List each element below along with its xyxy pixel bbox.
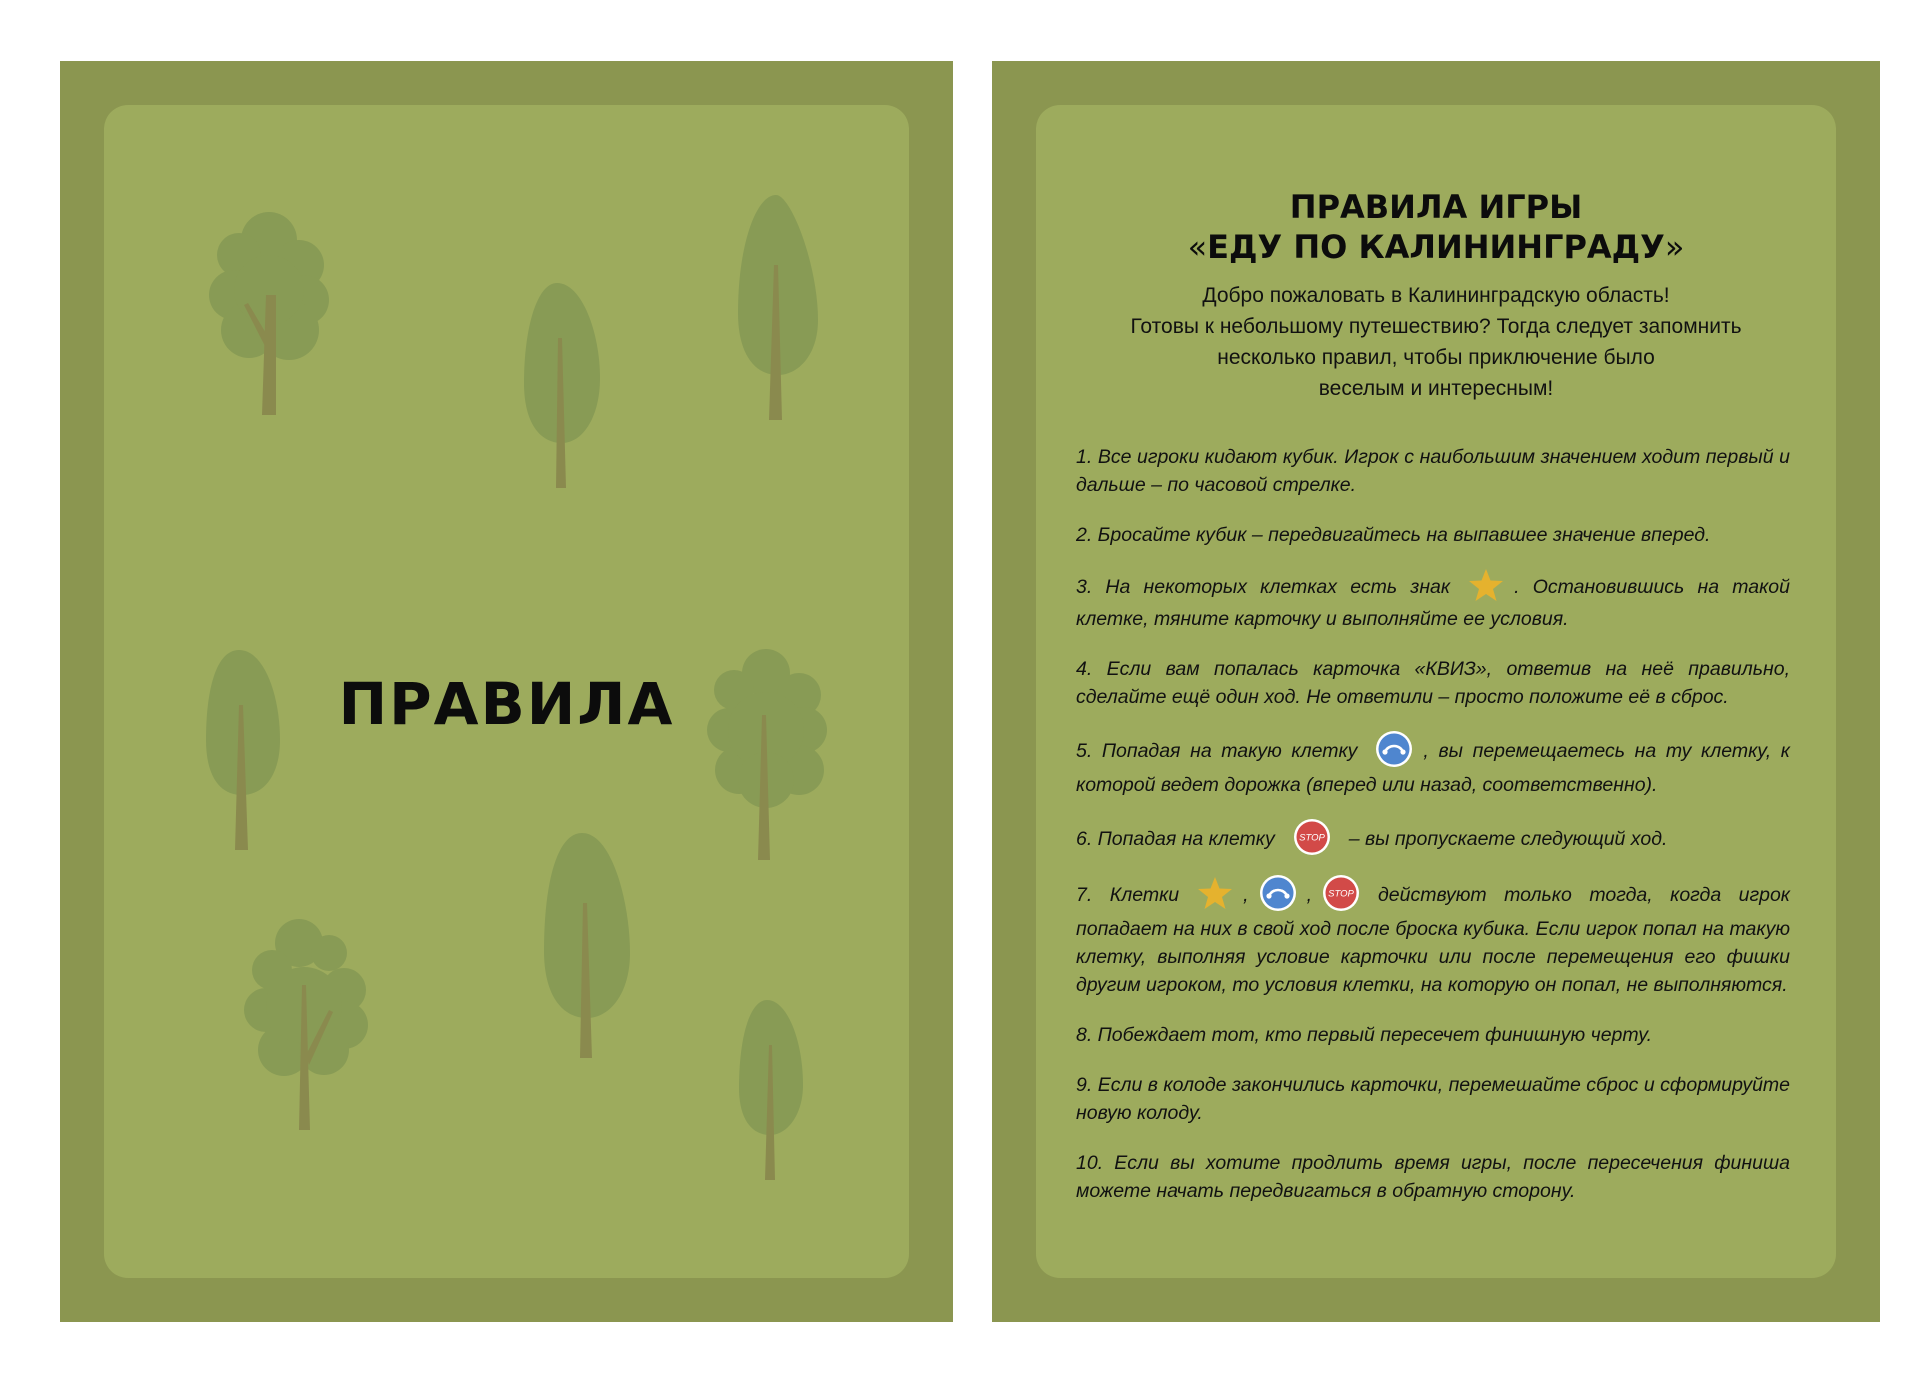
rule-6 — [1076, 821, 1790, 859]
rule-3 — [1076, 571, 1790, 633]
comma: , — [1243, 884, 1249, 907]
tree-bushy-icon — [244, 915, 369, 1130]
rules-card-inner — [1036, 105, 1836, 1278]
rules-title-line1: ПРАВИЛА ИГРЫ — [1289, 188, 1583, 226]
rules-title — [1036, 187, 1836, 267]
cover-title: ПРАВИЛА — [338, 670, 675, 738]
rule-3-text-after: . Остановившись на такой клетке, тяните карточку и выполняйте ее условия. — [1076, 576, 1790, 630]
stop-icon — [1293, 818, 1331, 856]
rules-card — [992, 61, 1880, 1322]
tree-bushy-icon — [204, 200, 334, 415]
intro-text — [1056, 280, 1816, 404]
intro-line: несколько правил, чтобы приключение было — [1217, 346, 1655, 369]
intro-line: Готовы к небольшому путешествию? Тогда следует запомнить — [1130, 315, 1742, 338]
rule-2: 2. Бросайте кубик – передвигайтесь на выпавшее значение вперед. — [1076, 524, 1711, 546]
rule-5-text-before: 5. Попадая на такую клетку — [1076, 740, 1358, 763]
rules-list — [1076, 443, 1790, 1227]
cover-card — [60, 61, 953, 1322]
intro-line: Добро пожаловать в Калининградскую область! — [1202, 284, 1670, 307]
rule-5 — [1076, 733, 1790, 799]
star-icon — [1197, 876, 1233, 910]
cover-card-inner — [104, 105, 909, 1278]
rule-7 — [1076, 877, 1790, 999]
quote-open: « — [1187, 228, 1208, 266]
comma: , — [1306, 884, 1312, 907]
rule-3-text-before: 3. На некоторых клетках есть знак — [1076, 576, 1451, 599]
star-icon — [1468, 568, 1504, 602]
intro-line: веселым и интересным! — [1318, 377, 1554, 400]
rule-8: 8. Побеждает тот, кто первый пересечет финишную черту. — [1076, 1024, 1653, 1046]
rule-10: 10. Если вы хотите продлить время игры, после пересечения финиша можете начать передвигаться в обратную сторону. — [1076, 1152, 1790, 1202]
tree-tall-icon — [522, 283, 602, 488]
rule-6-text-before: 6. Попадая на клетку — [1076, 828, 1275, 851]
rule-5-text-after: , вы перемещаетесь на ту клетку, к которой ведет дорожка (вперед или назад, соответственно). — [1076, 740, 1790, 796]
rule-4: 4. Если вам попалась карточка «КВИЗ», ответив на неё правильно, сделайте ещё один ход. Не ответили – просто положите её в сброс. — [1076, 658, 1790, 708]
tree-tall-icon — [542, 833, 632, 1058]
svg-text:STOP: STOP — [1298, 832, 1325, 844]
rule-9: 9. Если в колоде закончились карточки, перемешайте сброс и сформируйте новую колоду. — [1076, 1074, 1790, 1124]
rules-title-line2 — [1036, 227, 1836, 267]
rule-6-text-after: – вы пропускаете следующий ход. — [1348, 828, 1668, 851]
rule-1: 1. Все игроки кидают кубик. Игрок с наибольшим значением ходит первый и дальше – по часовой стрелке. — [1076, 446, 1790, 496]
svg-text:STOP: STOP — [1328, 888, 1354, 900]
tree-tall-icon — [737, 1000, 805, 1180]
path-arrow-icon — [1375, 730, 1413, 768]
path-arrow-icon — [1259, 874, 1297, 912]
rule-7-text-before: 7. Клетки — [1076, 884, 1180, 907]
stop-icon — [1322, 874, 1360, 912]
rule-7-text-after: действуют только тогда, когда игрок попадает на них в свой ход после броска кубика. Если игрок попал на такую клетку, выполняя условие карточки или после перемещения его фишки другим игроком, то условия клетки, на которую он попал, не выполняются. — [1076, 884, 1791, 996]
quote-close: » — [1664, 228, 1685, 266]
game-name: ЕДУ ПО КАЛИНИНГРАДУ — [1207, 228, 1665, 266]
tree-tall-icon — [736, 195, 821, 420]
